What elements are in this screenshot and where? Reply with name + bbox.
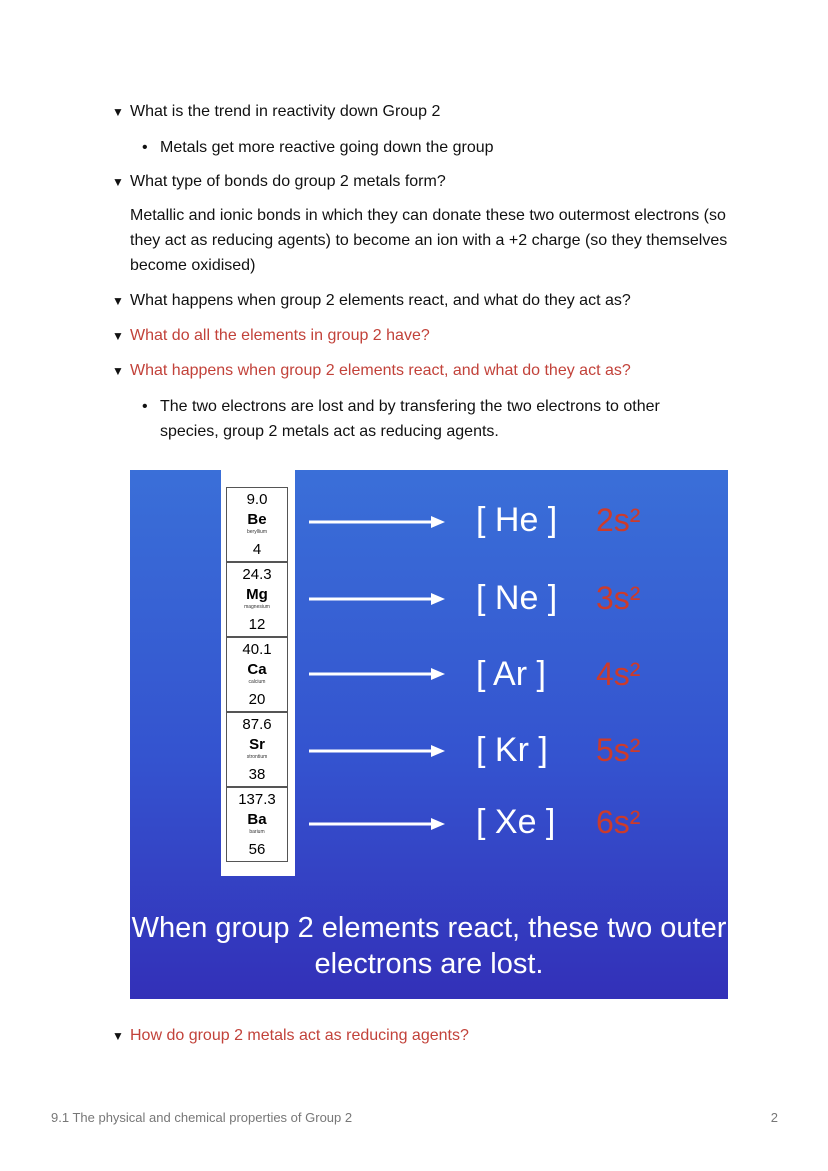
toggle-bond-types[interactable] — [112, 172, 446, 192]
bonds-answer: Metallic and ionic bonds in which they can donate these two outermost electrons (so they act as reducing agents) to become an ion with a +2 charge (so they themselves become oxidised) — [130, 207, 728, 274]
noble-gas-core: [ He ] — [476, 501, 558, 539]
page-number: 2 — [770, 1110, 778, 1125]
valence-orbital: 2s² — [596, 502, 641, 538]
valence-orbital: 5s² — [596, 732, 641, 768]
toggle-triangle-icon[interactable]: ▼ — [112, 1029, 124, 1043]
noble-gas-core: [ Ne ] — [476, 579, 558, 617]
element-cell-mg — [226, 562, 288, 637]
element-symbol: Mg — [246, 586, 268, 603]
toggle-label: What do all the elements in group 2 have? — [130, 327, 430, 344]
list-item — [142, 394, 702, 444]
atomic-mass: 40.1 — [242, 641, 272, 658]
toggle-reducing-agents[interactable] — [112, 1026, 469, 1046]
right-arrow-icon — [309, 666, 445, 682]
atomic-mass: 87.6 — [242, 716, 272, 733]
atomic-number: 20 — [248, 691, 266, 708]
slide-caption: When group 2 elements react, these two outer electrons are lost. — [131, 912, 727, 980]
toggle-triangle-icon[interactable]: ▼ — [112, 175, 124, 189]
toggle-label: What is the trend in reactivity down Group 2 — [130, 103, 441, 120]
toggle-react-act-as-2[interactable] — [112, 361, 631, 381]
toggle-group2-have[interactable] — [112, 326, 430, 346]
footer-title: 9.1 The physical and chemical properties of Group 2 — [51, 1110, 353, 1125]
toggle-react-act-as[interactable] — [112, 291, 631, 311]
element-symbol: Sr — [249, 736, 265, 753]
noble-gas-core: [ Ar ] — [476, 655, 546, 693]
right-arrow-icon — [309, 816, 445, 832]
element-cell-ba — [226, 787, 288, 862]
atomic-number: 4 — [252, 541, 262, 558]
element-cell-sr — [226, 712, 288, 787]
periodic-table-column — [221, 470, 295, 876]
atomic-number: 56 — [248, 841, 266, 858]
right-arrow-icon — [309, 591, 445, 607]
element-symbol: Be — [247, 511, 267, 528]
element-symbol: Ca — [247, 661, 267, 678]
right-arrow-icon — [309, 514, 445, 530]
right-arrow-icon — [309, 743, 445, 759]
element-symbol: Ba — [247, 811, 267, 828]
element-cell-ca — [226, 637, 288, 712]
toggle-label: How do group 2 metals act as reducing agents? — [130, 1027, 469, 1044]
bullet-text: The two electrons are lost and by transfering the two electrons to other species, group 2 metals act as reducing agents. — [160, 398, 660, 440]
atomic-mass: 24.3 — [242, 566, 272, 583]
valence-orbital: 6s² — [596, 804, 641, 840]
group2-electron-config-slide — [130, 470, 728, 999]
element-name: calcium — [248, 679, 266, 685]
toggle-label: What happens when group 2 elements react, and what do they act as? — [130, 362, 631, 379]
bullet-dot-icon: • — [142, 139, 148, 156]
element-name: barium — [249, 829, 265, 835]
toggle-triangle-icon[interactable]: ▼ — [112, 105, 124, 119]
atomic-number: 12 — [248, 616, 266, 633]
atomic-mass: 9.0 — [246, 491, 268, 508]
list-item — [142, 135, 702, 160]
toggle-triangle-icon[interactable]: ▼ — [112, 364, 124, 378]
atomic-mass: 137.3 — [238, 791, 276, 808]
atomic-number: 38 — [248, 766, 266, 783]
noble-gas-core: [ Xe ] — [476, 803, 556, 841]
toggle-triangle-icon[interactable]: ▼ — [112, 294, 124, 308]
bullet-text: Metals get more reactive going down the group — [160, 139, 494, 156]
toggle-reactivity-trend[interactable] — [112, 102, 440, 122]
element-cell-be — [226, 487, 288, 562]
element-name: magnesium — [244, 604, 270, 610]
element-name: beryllium — [246, 529, 267, 535]
element-name: strontium — [246, 754, 268, 760]
toggle-label: What happens when group 2 elements react, and what do they act as? — [130, 292, 631, 309]
noble-gas-core: [ Kr ] — [476, 731, 548, 769]
toggle-label: What type of bonds do group 2 metals form? — [130, 173, 446, 190]
valence-orbital: 4s² — [596, 656, 641, 692]
valence-orbital: 3s² — [596, 580, 641, 616]
bullet-dot-icon: • — [142, 398, 148, 415]
toggle-triangle-icon[interactable]: ▼ — [112, 329, 124, 343]
